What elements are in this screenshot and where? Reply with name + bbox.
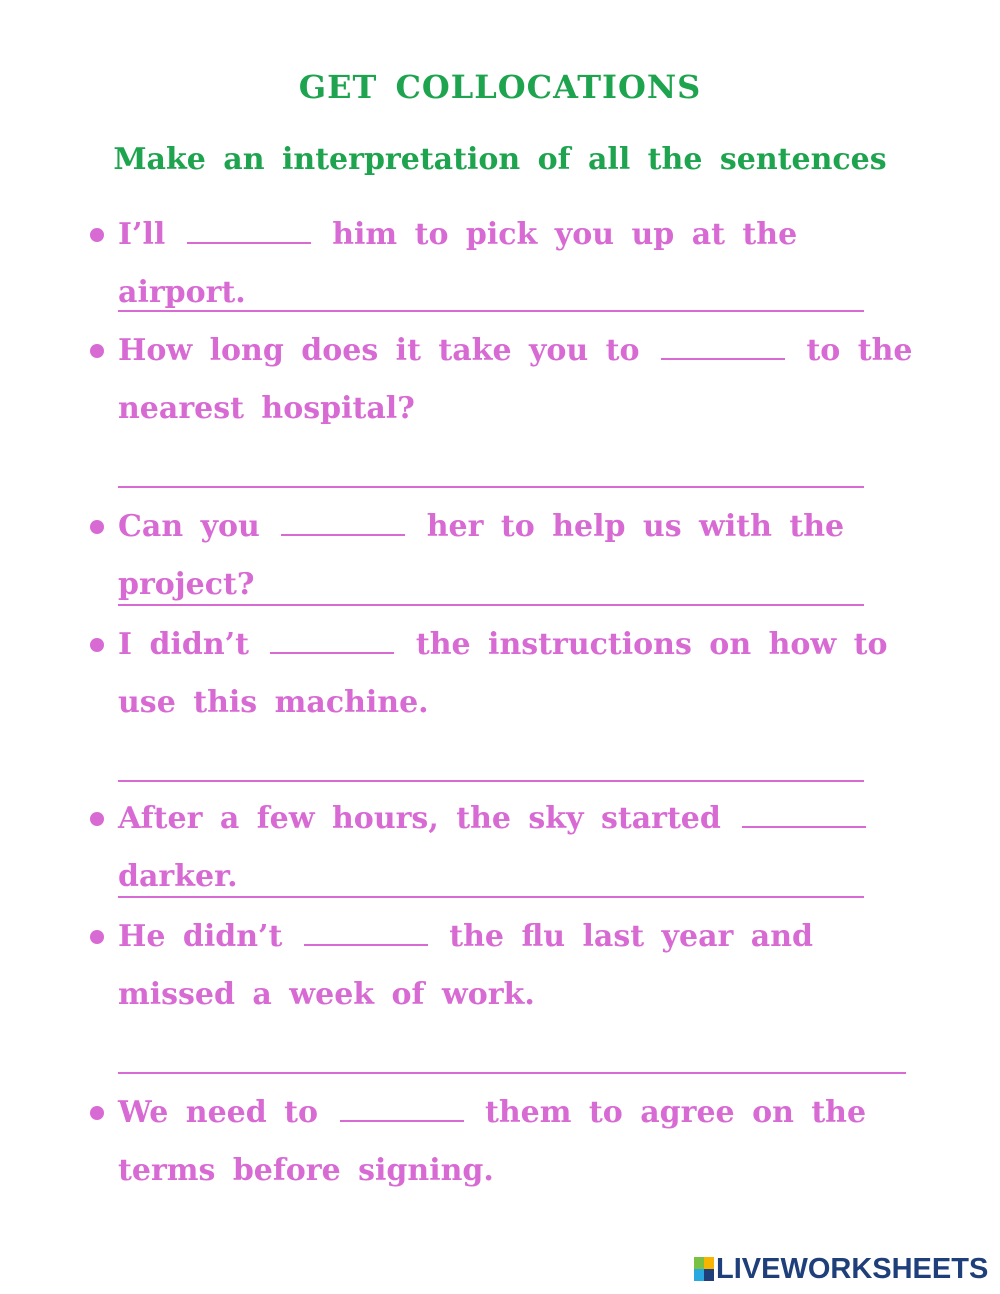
liveworksheets-logo-icon bbox=[694, 1257, 714, 1281]
sentence bbox=[118, 322, 930, 438]
bullet-icon bbox=[90, 520, 104, 534]
liveworksheets-logo[interactable] bbox=[694, 1254, 988, 1284]
sentence-start: We need to bbox=[118, 1095, 319, 1130]
sentence-end: the flu last year and missed a week of work. bbox=[118, 919, 813, 1012]
answer-line[interactable] bbox=[118, 604, 864, 606]
blank-field[interactable] bbox=[340, 1086, 464, 1122]
sentence-end: them to agree on the terms before signing. bbox=[118, 1095, 867, 1188]
sentence-start: How long does it take you to bbox=[118, 333, 640, 368]
answer-line[interactable] bbox=[118, 896, 864, 898]
sentence bbox=[118, 908, 930, 1024]
sentence bbox=[118, 1084, 930, 1200]
answer-line[interactable] bbox=[118, 780, 864, 782]
sentence bbox=[118, 616, 930, 732]
blank-field[interactable] bbox=[281, 500, 405, 536]
blank-field[interactable] bbox=[661, 324, 785, 360]
bullet-icon bbox=[90, 228, 104, 242]
instructions: Make an interpretation of all the sentences bbox=[113, 142, 887, 177]
answer-line[interactable] bbox=[118, 486, 864, 488]
sentence-start: He didn’t bbox=[118, 919, 283, 954]
sentence-start: I didn’t bbox=[118, 627, 249, 662]
sentence-end: to the nearest hospital? bbox=[118, 333, 913, 426]
blank-field[interactable] bbox=[270, 618, 394, 654]
bullet-icon bbox=[90, 638, 104, 652]
sentence-start: After a few hours, the sky started bbox=[118, 801, 721, 836]
sentence-end: darker. bbox=[118, 859, 238, 894]
blank-field[interactable] bbox=[187, 208, 311, 244]
answer-line[interactable] bbox=[118, 1072, 906, 1074]
bullet-icon bbox=[90, 1106, 104, 1120]
sentence bbox=[118, 790, 930, 906]
page-title: GET COLLOCATIONS bbox=[298, 68, 702, 106]
blank-field[interactable] bbox=[742, 792, 866, 828]
answer-line[interactable] bbox=[118, 310, 864, 312]
sentence bbox=[118, 498, 930, 614]
bullet-icon bbox=[90, 812, 104, 826]
sentence-end: her to help us with the project? bbox=[118, 509, 845, 602]
bullet-icon bbox=[90, 344, 104, 358]
sentence-start: I’ll bbox=[118, 217, 166, 252]
blank-field[interactable] bbox=[304, 910, 428, 946]
sentence-start: Can you bbox=[118, 509, 260, 544]
bullet-icon bbox=[90, 930, 104, 944]
sentence-end: the instructions on how to use this machine. bbox=[118, 627, 888, 720]
sentence-end: him to pick you up at the airport. bbox=[118, 217, 798, 310]
sentence bbox=[118, 206, 930, 322]
logo-text: LIVEWORKSHEETS bbox=[716, 1252, 989, 1285]
